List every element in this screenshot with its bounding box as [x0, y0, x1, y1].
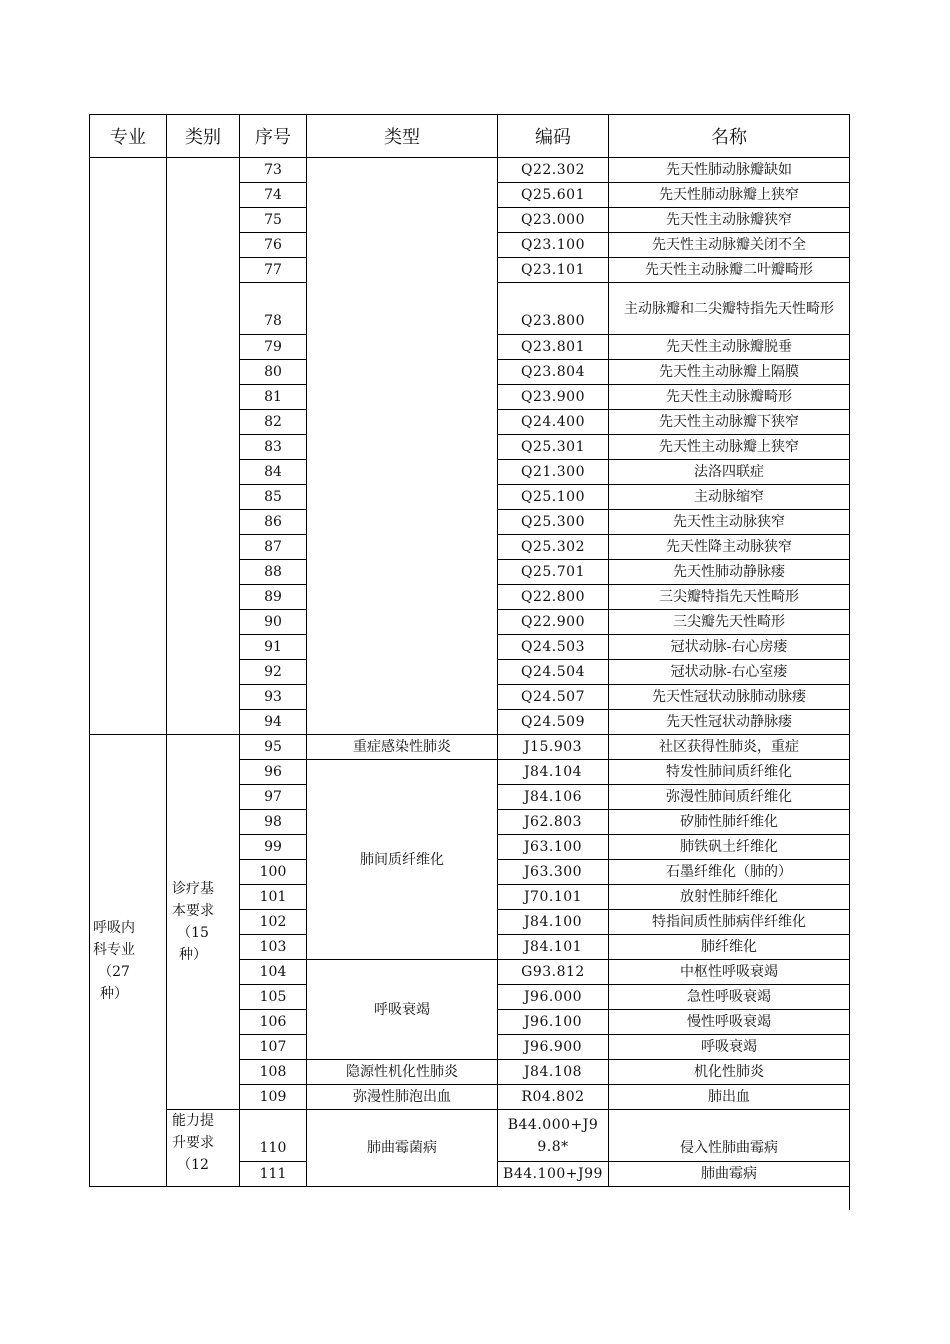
- name-cell: 冠状动脉-右心室瘘: [609, 660, 850, 685]
- code-cell: Q23.000: [498, 208, 609, 233]
- code-cell: Q23.800: [498, 283, 609, 335]
- category-cell-empty: [167, 158, 240, 735]
- type-cell: 重症感染性肺炎: [307, 735, 498, 760]
- header-row: [90, 115, 850, 158]
- seq-cell: 109: [240, 1085, 307, 1110]
- seq-cell: 81: [240, 385, 307, 410]
- seq-cell: 79: [240, 335, 307, 360]
- seq-cell: 77: [240, 258, 307, 283]
- name-cell: 冠状动脉-右心房瘘: [609, 635, 850, 660]
- table-row: [90, 735, 850, 760]
- name-cell: 三尖瓣特指先天性畸形: [609, 585, 850, 610]
- code-cell: Q25.601: [498, 183, 609, 208]
- name-cell: 肺曲霉病: [609, 1162, 850, 1187]
- name-cell: 放射性肺纤维化: [609, 885, 850, 910]
- code-cell: R04.802: [498, 1085, 609, 1110]
- name-cell: 弥漫性肺间质纤维化: [609, 785, 850, 810]
- code-cell: G93.812: [498, 960, 609, 985]
- name-cell: 三尖瓣先天性畸形: [609, 610, 850, 635]
- table-row: [90, 1110, 850, 1162]
- seq-cell: 73: [240, 158, 307, 183]
- name-cell: 特发性肺间质纤维化: [609, 760, 850, 785]
- code-cell: Q25.100: [498, 485, 609, 510]
- name-cell: 石墨纤维化（肺的）: [609, 860, 850, 885]
- type-cell: 肺间质纤维化: [307, 760, 498, 960]
- type-cell-empty: [307, 158, 498, 735]
- seq-cell: 101: [240, 885, 307, 910]
- header-type: 类型: [307, 115, 498, 158]
- seq-cell: 84: [240, 460, 307, 485]
- name-cell: 先天性主动脉狭窄: [609, 510, 850, 535]
- code-cell: Q23.100: [498, 233, 609, 258]
- seq-cell: 86: [240, 510, 307, 535]
- table-row: [90, 158, 850, 183]
- specialty-label: 呼吸内科专业（27种）: [93, 919, 135, 1002]
- code-cell: Q24.504: [498, 660, 609, 685]
- name-cell: 先天性主动脉瓣上隔膜: [609, 360, 850, 385]
- name-cell: 先天性主动脉瓣狭窄: [609, 208, 850, 233]
- table-right-edge: [849, 114, 850, 1210]
- code-cell: Q23.804: [498, 360, 609, 385]
- code-cell: Q23.801: [498, 335, 609, 360]
- seq-cell: 91: [240, 635, 307, 660]
- seq-cell: 95: [240, 735, 307, 760]
- name-cell: 先天性主动脉瓣畸形: [609, 385, 850, 410]
- code-cell: Q25.701: [498, 560, 609, 585]
- name-cell: [609, 283, 850, 335]
- seq-cell: 105: [240, 985, 307, 1010]
- header-code: 编码: [498, 115, 609, 158]
- code-cell: Q25.302: [498, 535, 609, 560]
- name-cell: 肺纤维化: [609, 935, 850, 960]
- code-cell: Q23.101: [498, 258, 609, 283]
- name-cell: 先天性肺动静脉瘘: [609, 560, 850, 585]
- header-name: 名称: [609, 115, 850, 158]
- name-cell: 社区获得性肺炎，重症: [609, 735, 850, 760]
- code-cell: J84.106: [498, 785, 609, 810]
- name-cell: 法洛四联症: [609, 460, 850, 485]
- type-cell: 弥漫性肺泡出血: [307, 1085, 498, 1110]
- name-cell-text: 主动脉瓣和二尖瓣特指先天性畸形: [624, 300, 834, 317]
- code-cell: Q24.400: [498, 410, 609, 435]
- code-cell: Q25.301: [498, 435, 609, 460]
- name-cell: 先天性主动脉瓣上狭窄: [609, 435, 850, 460]
- code-cell: J62.803: [498, 810, 609, 835]
- code-cell: J15.903: [498, 735, 609, 760]
- code-cell: J84.108: [498, 1060, 609, 1085]
- code-cell: J63.100: [498, 835, 609, 860]
- code-cell: B44.100+J99: [498, 1162, 609, 1187]
- name-cell: 肺铁矾土纤维化: [609, 835, 850, 860]
- code-cell: J96.900: [498, 1035, 609, 1060]
- seq-cell: 93: [240, 685, 307, 710]
- seq-cell: 100: [240, 860, 307, 885]
- code-cell: J84.104: [498, 760, 609, 785]
- name-cell: 侵入性肺曲霉病: [609, 1110, 850, 1162]
- seq-cell: 85: [240, 485, 307, 510]
- seq-cell: 74: [240, 183, 307, 208]
- seq-cell: 108: [240, 1060, 307, 1085]
- seq-cell: 94: [240, 710, 307, 735]
- name-cell: 先天性主动脉瓣下狭窄: [609, 410, 850, 435]
- name-cell: 先天性肺动脉瓣缺如: [609, 158, 850, 183]
- name-cell: 急性呼吸衰竭: [609, 985, 850, 1010]
- code-cell: Q25.300: [498, 510, 609, 535]
- header-category: 类别: [167, 115, 240, 158]
- seq-cell: 97: [240, 785, 307, 810]
- name-cell: 特指间质性肺病伴纤维化: [609, 910, 850, 935]
- name-cell: 慢性呼吸衰竭: [609, 1010, 850, 1035]
- category-label-advanced: 能力提升要求（12: [172, 1113, 214, 1173]
- seq-cell: 106: [240, 1010, 307, 1035]
- code-cell: Q22.900: [498, 610, 609, 635]
- seq-cell: 89: [240, 585, 307, 610]
- code-cell: J70.101: [498, 885, 609, 910]
- category-cell-basic: [167, 735, 240, 1110]
- type-cell: 肺曲霉菌病: [307, 1110, 498, 1187]
- specialty-cell: [90, 735, 167, 1187]
- code-cell: J63.300: [498, 860, 609, 885]
- seq-cell: 90: [240, 610, 307, 635]
- name-cell: 机化性肺炎: [609, 1060, 850, 1085]
- type-cell: 隐源性机化性肺炎: [307, 1060, 498, 1085]
- name-cell: 肺出血: [609, 1085, 850, 1110]
- seq-cell: 92: [240, 660, 307, 685]
- code-cell: Q22.302: [498, 158, 609, 183]
- name-cell: 先天性冠状动脉肺动脉瘘: [609, 685, 850, 710]
- name-cell: 先天性冠状动静脉瘘: [609, 710, 850, 735]
- name-cell: 先天性主动脉瓣二叶瓣畸形: [609, 258, 850, 283]
- seq-cell: 103: [240, 935, 307, 960]
- seq-cell: 75: [240, 208, 307, 233]
- code-cell: Q24.503: [498, 635, 609, 660]
- seq-cell: 87: [240, 535, 307, 560]
- name-cell: 先天性降主动脉狭窄: [609, 535, 850, 560]
- disease-code-table: [89, 114, 850, 1187]
- seq-cell: 96: [240, 760, 307, 785]
- seq-cell: 80: [240, 360, 307, 385]
- name-cell: 中枢性呼吸衰竭: [609, 960, 850, 985]
- seq-cell: 76: [240, 233, 307, 258]
- code-cell: Q21.300: [498, 460, 609, 485]
- seq-cell: 82: [240, 410, 307, 435]
- code-cell: Q24.507: [498, 685, 609, 710]
- code-cell: Q22.800: [498, 585, 609, 610]
- code-cell-text: B44.000+J99.8*: [507, 1116, 599, 1155]
- header-specialty: 专业: [90, 115, 167, 158]
- code-cell: Q24.509: [498, 710, 609, 735]
- name-cell: 矽肺性肺纤维化: [609, 810, 850, 835]
- code-cell: J96.000: [498, 985, 609, 1010]
- seq-cell: 78: [240, 283, 307, 335]
- code-cell: J96.100: [498, 1010, 609, 1035]
- category-label-basic: 诊疗基本要求（15种）: [172, 881, 214, 963]
- seq-cell: 99: [240, 835, 307, 860]
- type-cell: 呼吸衰竭: [307, 960, 498, 1060]
- seq-cell: 98: [240, 810, 307, 835]
- seq-cell: 102: [240, 910, 307, 935]
- seq-cell: 104: [240, 960, 307, 985]
- seq-cell: 111: [240, 1162, 307, 1187]
- name-cell: 呼吸衰竭: [609, 1035, 850, 1060]
- seq-cell: 110: [240, 1110, 307, 1162]
- seq-cell: 88: [240, 560, 307, 585]
- header-seq: 序号: [240, 115, 307, 158]
- name-cell: 主动脉缩窄: [609, 485, 850, 510]
- code-cell: [498, 1110, 609, 1162]
- seq-cell: 107: [240, 1035, 307, 1060]
- code-cell: J84.100: [498, 910, 609, 935]
- name-cell: 先天性肺动脉瓣上狭窄: [609, 183, 850, 208]
- name-cell: 先天性主动脉瓣脱垂: [609, 335, 850, 360]
- code-cell: J84.101: [498, 935, 609, 960]
- specialty-cell-empty: [90, 158, 167, 735]
- seq-cell: 83: [240, 435, 307, 460]
- name-cell: 先天性主动脉瓣关闭不全: [609, 233, 850, 258]
- category-cell-advanced: [167, 1110, 240, 1187]
- code-cell: Q23.900: [498, 385, 609, 410]
